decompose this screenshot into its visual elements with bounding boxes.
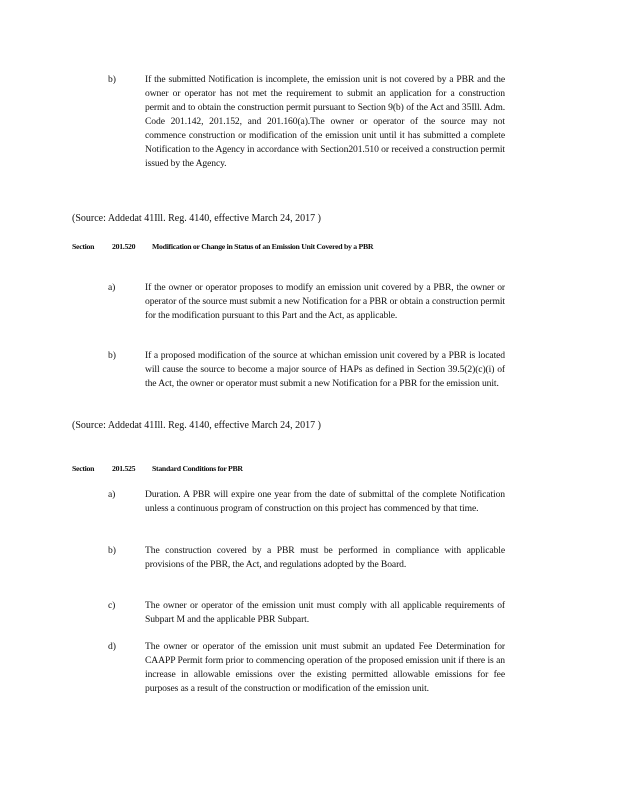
item-marker: a) xyxy=(108,489,116,500)
item-text: Duration. A PBR will expire one year from the date of submittal of the complete Notification unless a continuous program of construction on this project has commenced by that time. xyxy=(145,489,505,514)
item-marker: b) xyxy=(108,74,116,85)
source-note-2: (Source: Addedat 41Ill. Reg. 4140, effective March 24, 2017 ) xyxy=(72,420,321,431)
item-marker: b) xyxy=(108,350,116,361)
section-heading-201-520 xyxy=(72,241,502,253)
item-text: If the submitted Notification is incomplete, the emission unit is not covered by a PBR and the owner or operator has not met the requirement to submit an application for a construction permit and to obtain the construction permit pursuant to Section 9(b) of the Act and 35Ill. Adm. Code 201.142, 201.152, and 201.160(a).The owner or operator of the source may not commence construction or modification of the emission unit until it has submitted a complete Notification to the Agency in accordance with Section201.510 or received a construction permit issued by the Agency. xyxy=(145,74,505,169)
section-number: 201.525 xyxy=(112,464,136,473)
item-marker: b) xyxy=(108,545,116,556)
section-number: 201.520 xyxy=(112,242,136,251)
item-marker: d) xyxy=(108,641,116,652)
item-text: The construction covered by a PBR must be performed in compliance with applicable provisions of the PBR, the Act, and regulations adopted by the Board. xyxy=(145,545,505,570)
item-marker: c) xyxy=(108,600,116,611)
section-label: Section xyxy=(72,464,95,473)
section-label: Section xyxy=(72,242,95,251)
source-note-1: (Source: Addedat 41Ill. Reg. 4140, effective March 24, 2017 ) xyxy=(72,213,321,224)
item-text: If the owner or operator proposes to modify an emission unit covered by a PBR, the owner or operator of the source must submit a new Notification for a PBR or obtain a construction permit for the modification pursuant to this Part and the Act, as applicable. xyxy=(145,282,505,321)
item-text: The owner or operator of the emission unit must submit an updated Fee Determination for CAAPP Permit form prior to commencing operation of the proposed emission unit if there is an increase in allowable emissions over the existing permitted allowable emissions for fee purposes as a result of the construction or modification of the emission unit. xyxy=(145,641,505,694)
item-text: The owner or operator of the emission unit must comply with all applicable requirements of Subpart M and the applicable PBR Subpart. xyxy=(145,600,505,625)
section-heading-201-525 xyxy=(72,463,502,475)
section-title: Standard Conditions for PBR xyxy=(152,464,243,473)
section-title: Modification or Change in Status of an Emission Unit Covered by a PBR xyxy=(152,242,374,251)
item-marker: a) xyxy=(108,282,116,293)
item-text: If a proposed modification of the source at whichan emission unit covered by a PBR is located will cause the source to become a major source of HAPs as defined in Section 39.5(2)(c)(i) of the Act, the owner or operator must submit a new Notification for a PBR for the emission unit. xyxy=(145,350,505,389)
